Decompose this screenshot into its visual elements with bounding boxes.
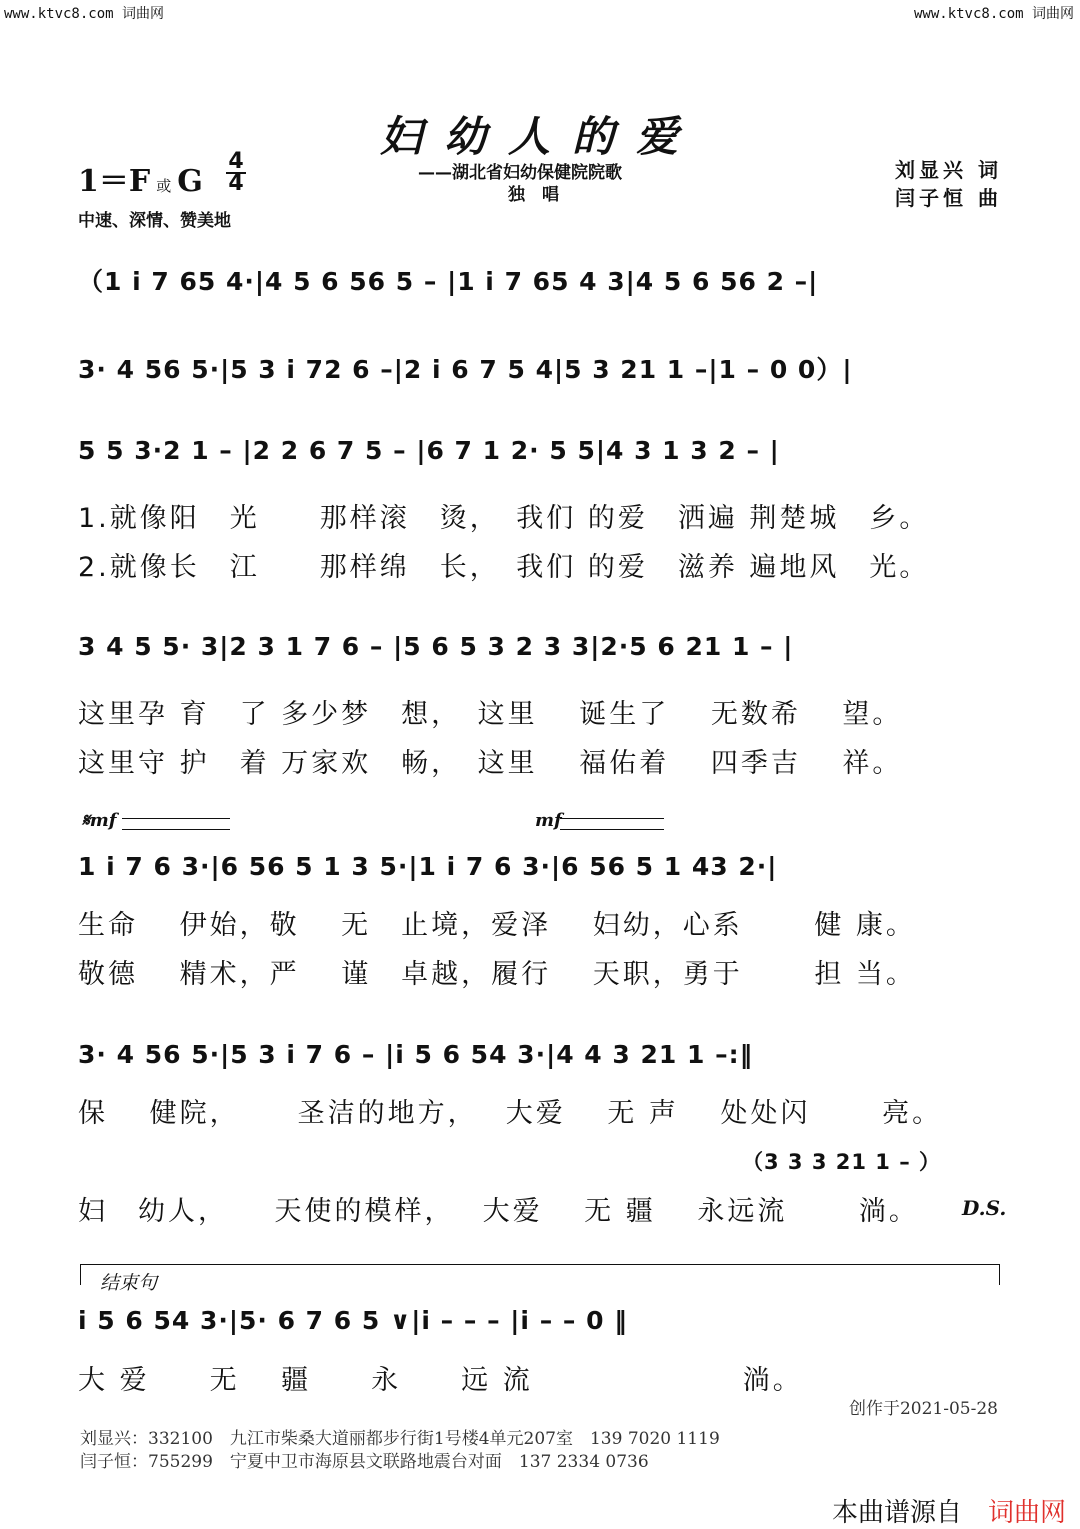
key-signature: 1＝F 或 G	[78, 164, 203, 199]
lyric-ending: 大 爱 无 疆 永 远 流 淌。	[78, 1365, 803, 1396]
tempo-marking: 中速、深情、赞美地	[78, 211, 231, 231]
mf-marking: mf	[535, 810, 562, 831]
time-signature: 4 4	[226, 152, 246, 194]
lyric-refrain-line2: 妇 幼人， 天使的模样， 大爱 无 疆 永远流 淌。	[78, 1196, 919, 1227]
score-row-5: 1 i 7 6 3·|6 56 5 1 3 5·|1 i 7 6 3·|6 56 5 1 43 2·|	[78, 852, 778, 881]
lyric-verse1-line1: 1.就像阳 光 那样滚 烫， 我们 的爱 洒遍 荆楚城 乡。	[78, 503, 930, 534]
lyric-verse1-line3: 生命 伊始，敬 无 止境，爱泽 妇幼，心系 健 康。	[78, 910, 916, 941]
lyricist-credit: 刘显兴 词	[895, 158, 1002, 182]
ending-bracket	[80, 1264, 1000, 1285]
lyric-verse2-line3: 敬德 精术，严 谨 卓越，履行 天职，勇于 担 当。	[78, 959, 916, 990]
composer-credit: 闫子恒 曲	[895, 186, 1002, 210]
score-interlude: （3 3 3 21 1 – ）	[742, 1150, 942, 1174]
score-row-1: （1 i 7 65 4·|4 5 6 56 5 – |1 i 7 65 4 3|4 5 6 56 2 –|	[78, 267, 819, 296]
ds-marking: D.S.	[962, 1196, 1007, 1220]
score-row-ending: i 5 6 54 3·|5· 6 7 6 5 ∨|i – – – |i – – 0 ‖	[78, 1306, 628, 1335]
lyric-refrain-line1: 保 健院， 圣洁的地方， 大爱 无 声 处处闪 亮。	[78, 1098, 943, 1129]
score-row-2: 3· 4 56 5·|5 3 i 72 6 –|2 i 6 7 5 4|5 3 21 1 –|1 – 0 0）|	[78, 355, 853, 384]
crescendo-1	[122, 818, 230, 830]
watermark-left: www.ktvc8.com 词曲网	[4, 6, 165, 22]
score-row-3: 5 5 3·2 1 – |2 2 6 7 5 – |6 7 1 2· 5 5|4 3 1 3 2 – |	[78, 436, 780, 465]
performance-type: 独 唱	[508, 185, 559, 205]
lyric-verse1-line2: 这里孕 育 了 多少梦 想， 这里 诞生了 无数希 望。	[78, 699, 903, 730]
score-row-6: 3· 4 56 5·|5 3 i 7 6 – |i 5 6 54 3·|4 4 3 21 1 –:‖	[78, 1040, 754, 1069]
song-title: 妇幼人的爱	[379, 112, 700, 161]
crescendo-2	[560, 818, 664, 830]
watermark-right: www.ktvc8.com 词曲网	[913, 6, 1074, 22]
segno-mf-marking: 𝄋mf	[82, 810, 117, 831]
brand-name[interactable]: 词曲网	[987, 1498, 1066, 1528]
contact-lyricist: 刘显兴：332100 九江市柴桑大道丽都步行街1号楼4单元207室 139 7020 1119	[80, 1429, 720, 1449]
source-brand: 本曲谱源自 词曲网	[831, 1498, 1066, 1528]
score-row-4: 3 4 5 5· 3|2 3 1 7 6 – |5 6 5 3 2 3 3|2·5 6 21 1 – |	[78, 632, 794, 661]
lyric-verse2-line1: 2.就像长 江 那样绵 长， 我们 的爱 滋养 遍地风 光。	[78, 552, 930, 583]
contact-composer: 闫子恒：755299 宁夏中卫市海原县文联路地震台对面 137 2334 0736	[80, 1452, 649, 1472]
lyric-verse2-line2: 这里守 护 着 万家欢 畅， 这里 福佑着 四季吉 祥。	[78, 748, 903, 779]
ending-label: 结束句	[100, 1272, 158, 1294]
composition-date: 创作于2021-05-28	[848, 1399, 998, 1419]
subtitle: ——湖北省妇幼保健院院歌	[418, 163, 622, 183]
